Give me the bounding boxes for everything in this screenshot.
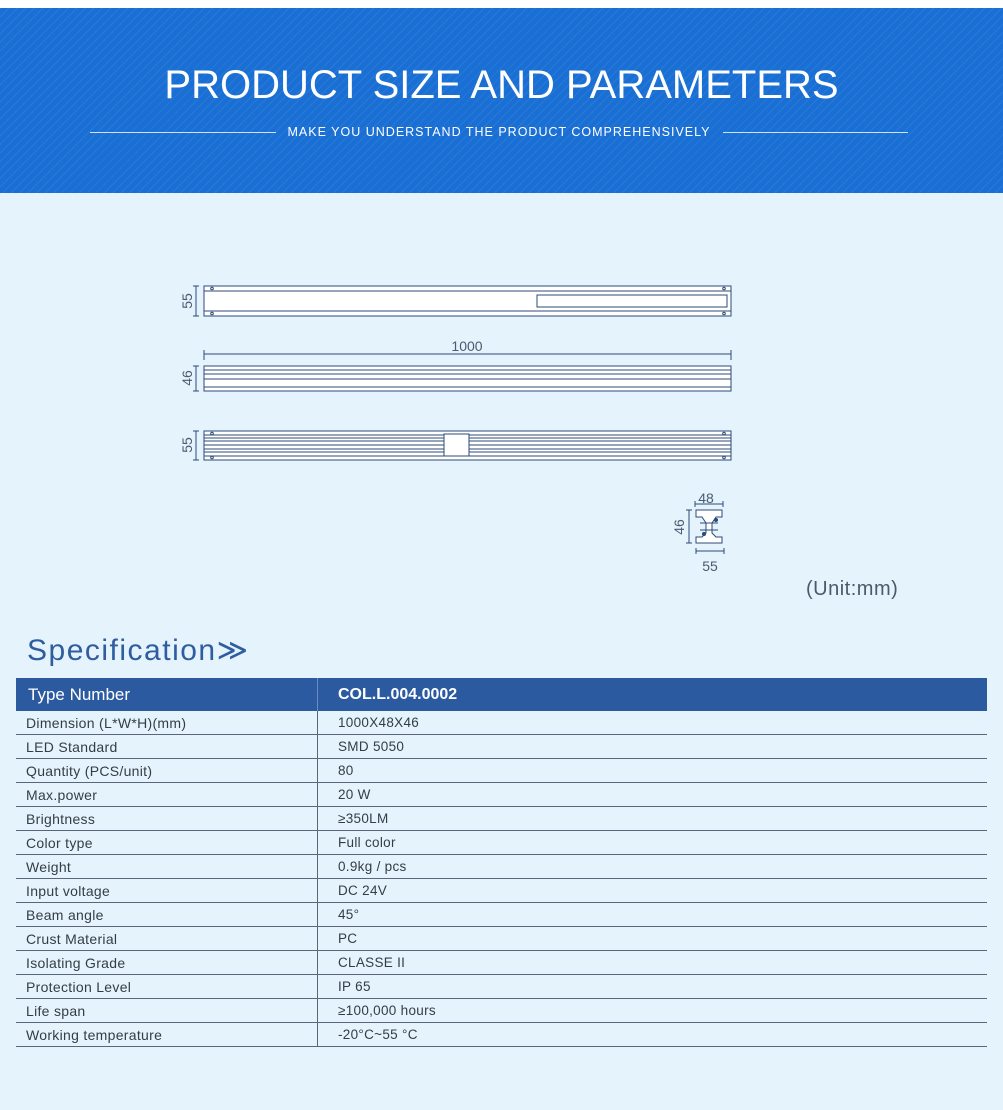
cross-section: [686, 501, 724, 554]
spec-row-dimension: [16, 711, 987, 735]
spec-header-value: COL.L.004.0002: [318, 678, 988, 711]
spec-row-brightness: [16, 807, 987, 831]
spec-row-input-voltage: [16, 879, 987, 903]
spec-row-weight: [16, 855, 987, 879]
spec-label: Beam angle: [16, 903, 318, 927]
spec-value: 1000X48X46: [318, 711, 988, 735]
spec-label: Quantity (PCS/unit): [16, 759, 318, 783]
spec-value: 0.9kg / pcs: [318, 855, 988, 879]
spec-label: Brightness: [16, 807, 318, 831]
length-label: 1000: [451, 338, 483, 354]
spec-row-isolating-grade: [16, 951, 987, 975]
bottom-view: [193, 431, 731, 460]
side-view-height-label: 46: [179, 370, 195, 386]
spec-label: LED Standard: [16, 735, 318, 759]
section-base-label: 55: [702, 558, 718, 574]
spec-row-color-type: [16, 831, 987, 855]
top-view: [193, 286, 731, 316]
spec-row-beam-angle: [16, 903, 987, 927]
spec-value: ≥350LM: [318, 807, 988, 831]
spec-row-working-temperature: [16, 1023, 987, 1047]
header-banner: [0, 8, 1003, 193]
top-view-height-label: 55: [179, 293, 195, 309]
spec-value: SMD 5050: [318, 735, 988, 759]
spec-value: Full color: [318, 831, 988, 855]
spec-label: Dimension (L*W*H)(mm): [16, 711, 318, 735]
spec-header-label: Type Number: [16, 678, 318, 711]
spec-value: 80: [318, 759, 988, 783]
spec-label: Life span: [16, 999, 318, 1023]
spec-header-row: [16, 678, 987, 711]
spec-row-quantity: [16, 759, 987, 783]
spec-title: Specification≫: [27, 634, 250, 667]
spec-table: [16, 678, 987, 1047]
spec-label: Weight: [16, 855, 318, 879]
spec-label: Color type: [16, 831, 318, 855]
spec-label: Crust Material: [16, 927, 318, 951]
side-view: [193, 366, 731, 391]
spec-value: ≥100,000 hours: [318, 999, 988, 1023]
page-subtitle: MAKE YOU UNDERSTAND THE PRODUCT COMPREHENSIVELY: [287, 125, 711, 139]
spec-label: Max.power: [16, 783, 318, 807]
spec-value: 20 W: [318, 783, 988, 807]
subtitle-row: [90, 124, 908, 140]
section-height-label: 46: [671, 519, 687, 535]
bottom-view-height-label: 55: [179, 437, 195, 453]
subtitle-divider-right: [723, 132, 909, 133]
spec-label: Working temperature: [16, 1023, 318, 1047]
section-width-label: 48: [698, 490, 714, 506]
unit-label: (Unit:mm): [806, 578, 899, 600]
spec-row-life-span: [16, 999, 987, 1023]
spec-value: PC: [318, 927, 988, 951]
spec-label: Protection Level: [16, 975, 318, 999]
spec-label: Isolating Grade: [16, 951, 318, 975]
spec-value: 45°: [318, 903, 988, 927]
spec-label: Input voltage: [16, 879, 318, 903]
spec-row-crust-material: [16, 927, 987, 951]
top-strip: [0, 0, 1003, 8]
page-title: PRODUCT SIZE AND PARAMETERS: [164, 63, 839, 107]
spec-value: -20°C~55 °C: [318, 1023, 988, 1047]
spec-row-max-power: [16, 783, 987, 807]
spec-value: IP 65: [318, 975, 988, 999]
subtitle-divider-left: [90, 132, 276, 133]
spec-value: DC 24V: [318, 879, 988, 903]
spec-value: CLASSE II: [318, 951, 988, 975]
dimension-drawing: [0, 193, 1003, 633]
spec-row-led-standard: [16, 735, 987, 759]
spec-row-protection-level: [16, 975, 987, 999]
